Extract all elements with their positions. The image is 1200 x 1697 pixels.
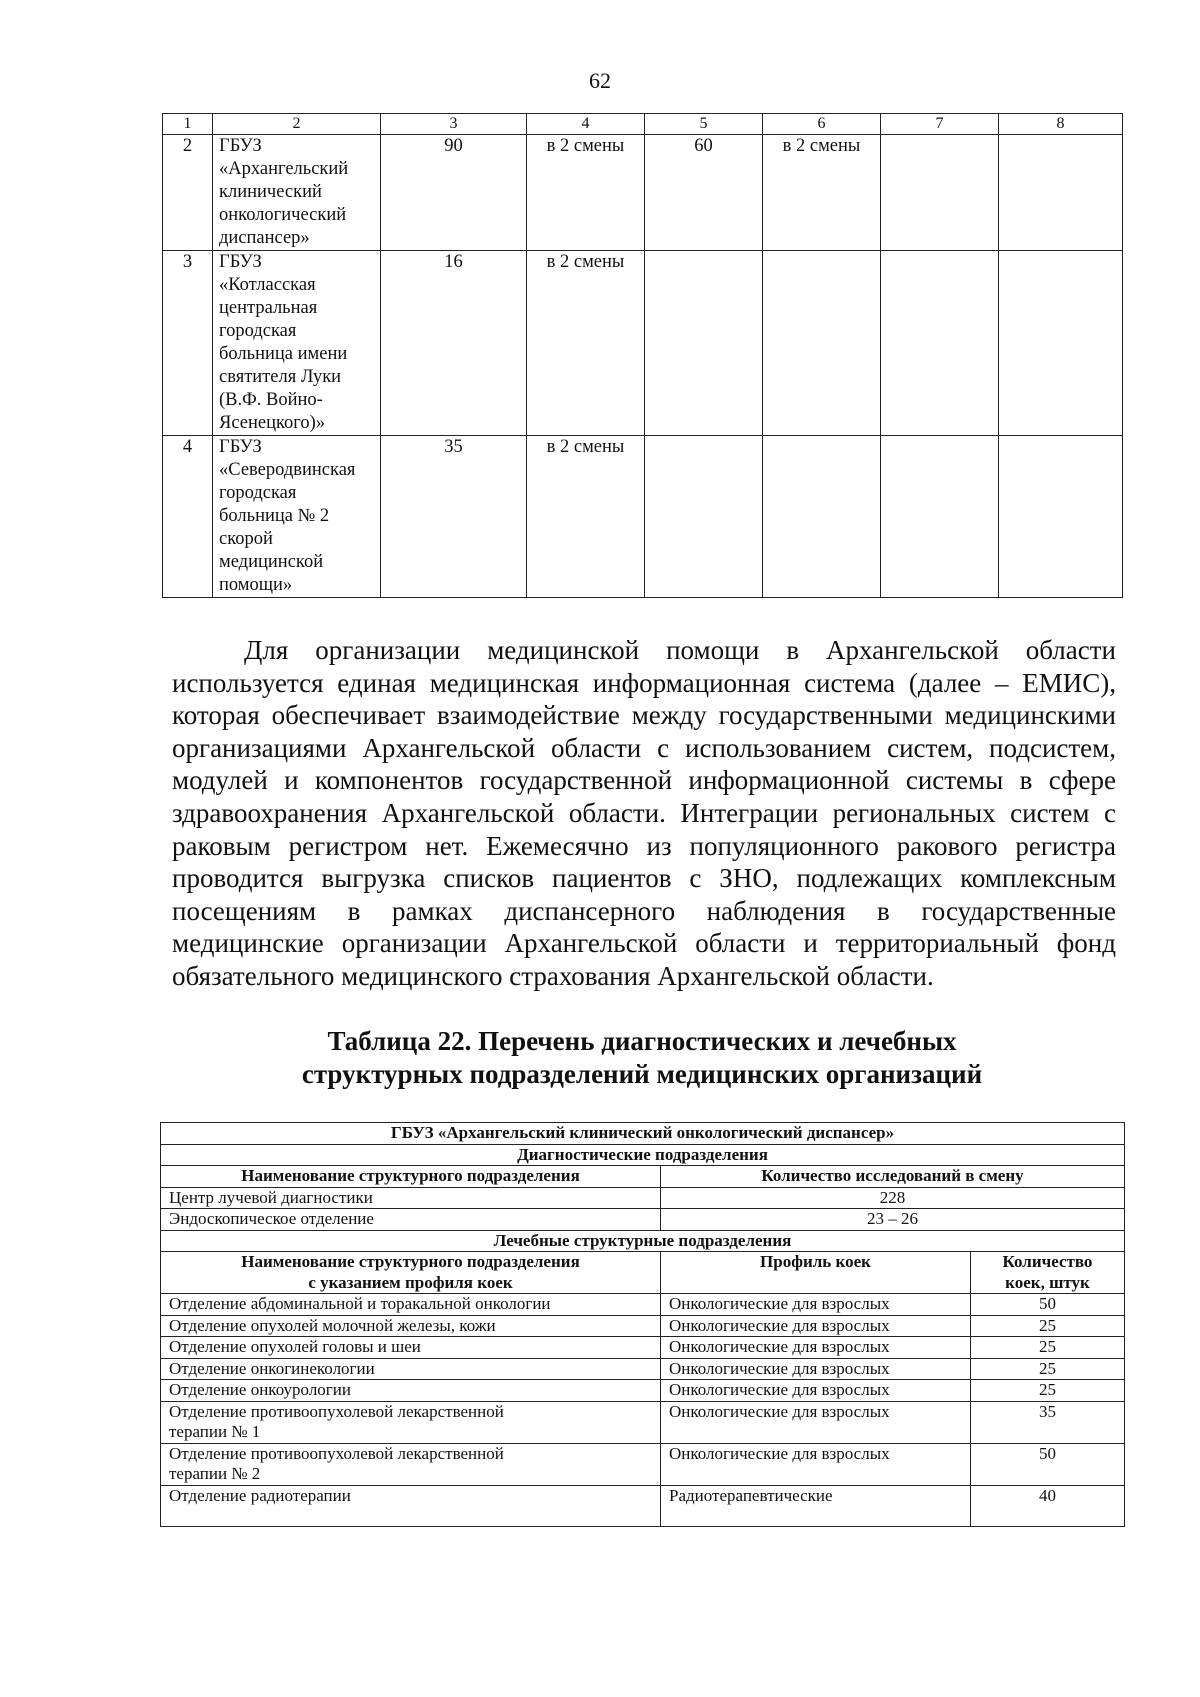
table-row xyxy=(161,1485,1125,1526)
table-cell xyxy=(645,436,763,598)
header-cell: 4 xyxy=(527,114,645,135)
bed-profile: Онкологические для взрослых xyxy=(661,1401,971,1443)
caption-line: Таблица 22. Перечень диагностических и лечебных xyxy=(327,1026,957,1056)
table-cell: в 2 смены xyxy=(527,135,645,251)
org-title: ГБУЗ «Архангельский клинический онкологический диспансер» xyxy=(161,1123,1125,1145)
bed-profile: Онкологические для взрослых xyxy=(661,1315,971,1337)
department-name xyxy=(161,1380,661,1402)
name-line: Отделение противоопухолевой лекарственной xyxy=(169,1443,504,1463)
name-line: центральная xyxy=(219,298,318,318)
table-cell: 60 xyxy=(645,135,763,251)
table-row xyxy=(161,1380,1125,1402)
bed-profile: Онкологические для взрослых xyxy=(661,1337,971,1359)
organization-name xyxy=(213,436,381,598)
table-cell: 16 xyxy=(381,251,527,436)
department-name xyxy=(161,1294,661,1316)
bed-profile: Онкологические для взрослых xyxy=(661,1380,971,1402)
table-header-row xyxy=(161,1252,1125,1294)
name-line: Отделение опухолей молочной железы, кожи xyxy=(169,1315,496,1335)
bed-count: 25 xyxy=(971,1337,1125,1359)
section-row xyxy=(161,1144,1125,1166)
studies-per-shift: 23 – 26 xyxy=(661,1209,1125,1231)
header-line: с указанием профиля коек xyxy=(308,1272,513,1292)
section-title: Диагностические подразделения xyxy=(161,1144,1125,1166)
row-number: 3 xyxy=(163,251,213,436)
table-row xyxy=(161,1294,1125,1316)
table-cell: в 2 смены xyxy=(527,251,645,436)
table-cell xyxy=(645,251,763,436)
name-line: ГБУЗ xyxy=(219,252,262,272)
header-line: Количество xyxy=(1002,1252,1093,1271)
name-line: городская xyxy=(219,483,297,503)
table-row xyxy=(161,1187,1125,1209)
table-cell xyxy=(999,436,1123,598)
table-row xyxy=(161,1443,1125,1485)
name-line: ГБУЗ xyxy=(219,136,262,156)
department-name xyxy=(161,1443,661,1485)
table-row xyxy=(163,251,1123,436)
header-cell: 1 xyxy=(163,114,213,135)
name-line: медицинской xyxy=(219,552,324,572)
table-cell xyxy=(999,251,1123,436)
name-line: терапии № 1 xyxy=(169,1422,261,1441)
header-cell: 6 xyxy=(763,114,881,135)
name-line: Отделение противоопухолевой лекарственной xyxy=(169,1401,504,1421)
header-cell: Профиль коек xyxy=(661,1252,971,1294)
bed-profile: Онкологические для взрослых xyxy=(661,1358,971,1380)
name-line: терапии № 2 xyxy=(169,1464,261,1483)
name-line: Отделение опухолей головы и шеи xyxy=(169,1337,421,1356)
name-line: Отделение онкоурологии xyxy=(169,1380,351,1399)
bed-count: 25 xyxy=(971,1358,1125,1380)
department-name xyxy=(161,1358,661,1380)
table-cell xyxy=(763,436,881,598)
name-line: (В.Ф. Войно- xyxy=(219,390,323,410)
header-line: коек, штук xyxy=(1005,1272,1090,1292)
org-title-row xyxy=(161,1123,1125,1145)
header-cell xyxy=(161,1252,661,1294)
table-row xyxy=(163,135,1123,251)
capacity-table xyxy=(162,113,1123,598)
name-line: помощи» xyxy=(219,575,293,595)
row-number: 4 xyxy=(163,436,213,598)
row-number: 2 xyxy=(163,135,213,251)
table-cell xyxy=(881,436,999,598)
table-cell xyxy=(881,251,999,436)
section-row xyxy=(161,1230,1125,1252)
bed-count: 50 xyxy=(971,1294,1125,1316)
header-cell: 8 xyxy=(999,114,1123,135)
name-line: городская xyxy=(219,321,297,341)
name-line: больница имени xyxy=(219,344,348,364)
section-title: Лечебные структурные подразделения xyxy=(161,1230,1125,1252)
department-name xyxy=(161,1485,661,1526)
table-row xyxy=(161,1209,1125,1231)
department-name xyxy=(161,1337,661,1359)
name-line: диспансер» xyxy=(219,228,310,248)
departments-table xyxy=(160,1122,1125,1527)
header-cell: 5 xyxy=(645,114,763,135)
department-name: Эндоскопическое отделение xyxy=(161,1209,661,1231)
table-caption xyxy=(162,1025,1122,1091)
table-row xyxy=(161,1337,1125,1359)
studies-per-shift: 228 xyxy=(661,1187,1125,1209)
bed-count: 25 xyxy=(971,1380,1125,1402)
name-line: Отделение радиотерапии xyxy=(169,1485,351,1505)
header-cell: 2 xyxy=(213,114,381,135)
body-paragraph: Для организации медицинской помощи в Архангельской области используется единая медицинская информационная система (далее – ЕМИС), которая обеспечивает взаимодействие между государственными медицинскими организациями Архангельской области с использованием систем, подсистем, модулей и компонентов государственной информационной системы в сфере здравоохранения Архангельской области. Интеграции региональных систем с раковым регистром нет. Ежемесячно из популяционного ракового регистра проводится выгрузка списков пациентов с ЗНО, подлежащих комплексным посещениям в рамках диспансерного наблюдения в государственные медицинские организации Архангельской области и территориальный фонд обязательного медицинского страхования Архангельской области. xyxy=(172,635,1116,991)
table-row xyxy=(161,1315,1125,1337)
name-line: «Котласская xyxy=(219,275,316,295)
bed-count: 40 xyxy=(971,1485,1125,1526)
table-cell: в 2 смены xyxy=(527,436,645,598)
table-header-row xyxy=(163,114,1123,135)
table-cell: 35 xyxy=(381,436,527,598)
department-name: Центр лучевой диагностики xyxy=(161,1187,661,1209)
name-line: больница № 2 xyxy=(219,506,330,526)
bed-count: 35 xyxy=(971,1401,1125,1443)
name-line: Отделение абдоминальной и торакальной онкологии xyxy=(169,1294,551,1313)
table-cell xyxy=(881,135,999,251)
header-cell: Количество исследований в смену xyxy=(661,1166,1125,1188)
name-line: святителя Луки xyxy=(219,367,342,387)
table-cell xyxy=(999,135,1123,251)
table-row xyxy=(161,1358,1125,1380)
organization-name xyxy=(213,251,381,436)
table-cell: в 2 смены xyxy=(763,135,881,251)
table-cell: 90 xyxy=(381,135,527,251)
bed-profile: Онкологические для взрослых xyxy=(661,1294,971,1316)
department-name xyxy=(161,1401,661,1443)
name-line: клинический xyxy=(219,182,322,202)
name-line: онкологический xyxy=(219,205,347,225)
header-cell: 7 xyxy=(881,114,999,135)
bed-profile: Радиотерапевтические xyxy=(661,1485,971,1526)
header-cell xyxy=(971,1252,1125,1294)
name-line: Отделение онкогинекологии xyxy=(169,1358,375,1378)
table-cell xyxy=(763,251,881,436)
bed-profile: Онкологические для взрослых xyxy=(661,1443,971,1485)
header-line: Наименование структурного подразделения xyxy=(241,1252,580,1271)
name-line: Ясенецкого)» xyxy=(219,413,326,433)
table-header-row xyxy=(161,1166,1125,1188)
bed-count: 25 xyxy=(971,1315,1125,1337)
header-cell: Наименование структурного подразделения xyxy=(161,1166,661,1188)
name-line: «Северодвинская xyxy=(219,460,356,480)
table-row xyxy=(163,436,1123,598)
bed-count: 50 xyxy=(971,1443,1125,1485)
name-line: скорой xyxy=(219,529,273,549)
table-row xyxy=(161,1401,1125,1443)
header-cell: 3 xyxy=(381,114,527,135)
page-number: 62 xyxy=(589,68,611,93)
organization-name xyxy=(213,135,381,251)
name-line: «Архангельский xyxy=(219,159,349,179)
department-name xyxy=(161,1315,661,1337)
caption-line: структурных подразделений медицинских организаций xyxy=(301,1059,983,1089)
name-line: ГБУЗ xyxy=(219,437,262,457)
